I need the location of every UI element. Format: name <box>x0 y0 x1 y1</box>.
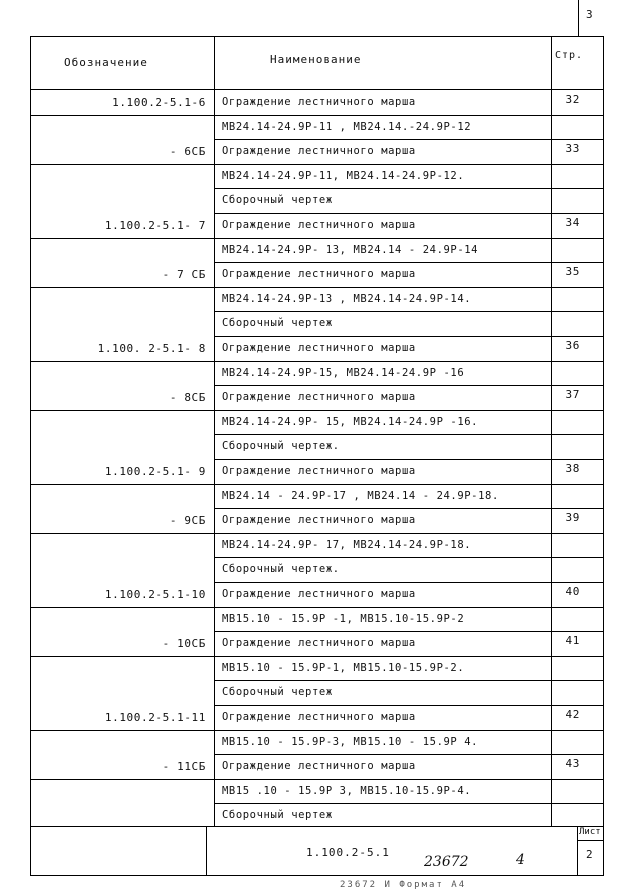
row-name: Ограждение лестничного марша <box>222 391 416 404</box>
row-name: Сборочный чертеж. <box>222 440 340 453</box>
row-name: Ограждение лестничного марша <box>222 342 416 354</box>
row-divider <box>214 582 604 583</box>
row-designation: - 11СБ <box>162 760 206 774</box>
title-block-sheet-line <box>577 840 604 841</box>
row-divider <box>214 188 604 189</box>
row-designation: 1.100.2-5.1-10 <box>104 588 206 601</box>
column-divider-code <box>214 36 215 826</box>
row-divider <box>30 410 604 411</box>
row-designation: 1.100.2-5.1-11 <box>104 711 206 724</box>
bottom-scan-text: 23672 И Формат А4 <box>340 880 467 890</box>
row-divider <box>214 336 604 337</box>
row-page: 43 <box>565 757 580 771</box>
row-page: 32 <box>565 93 580 106</box>
title-block-top-line <box>30 826 604 827</box>
row-name: Ограждение лестничного марша <box>222 711 416 723</box>
row-name: МВ24.14-24.9Р- 15, МВ24.14-24.9Р -16. <box>222 415 479 428</box>
handwritten-suffix: 4 <box>516 852 525 868</box>
row-divider <box>30 164 604 165</box>
side-stamp <box>0 600 12 870</box>
row-name: Ограждение лестничного марша <box>222 145 416 158</box>
row-name: Сборочный чертеж <box>222 194 333 207</box>
header-name: Наименование <box>270 53 362 66</box>
row-name: Ограждение лестничного марша <box>222 514 416 527</box>
sheet-corner-number: 3 <box>586 8 593 21</box>
row-divider <box>214 262 604 263</box>
row-name: Ограждение лестничного марша <box>222 268 416 281</box>
row-page: 42 <box>565 708 580 721</box>
row-divider <box>214 508 604 509</box>
row-name: МВ15.10 - 15.9Р-3, МВ15.10 - 15.9Р 4. <box>222 735 479 748</box>
row-name: Ограждение лестничного марша <box>222 465 416 477</box>
row-designation: 1.100.2-5.1- 7 <box>104 219 206 232</box>
row-designation: 1.100.2-5.1-6 <box>112 96 206 109</box>
row-page: 39 <box>565 511 580 525</box>
row-name: МВ15 .10 - 15.9Р 3, МВ15.10-15.9Р-4. <box>222 784 472 797</box>
row-divider <box>214 459 604 460</box>
row-name: Ограждение лестничного марша <box>222 760 416 773</box>
row-page: 41 <box>565 634 580 648</box>
row-divider <box>30 287 604 288</box>
row-divider <box>30 730 604 731</box>
row-page: 35 <box>565 265 580 279</box>
row-designation: - 6СБ <box>169 145 206 159</box>
row-name: МВ24.14-24.9Р- 17, МВ24.14-24.9Р-18. <box>222 538 472 551</box>
row-divider <box>214 213 604 214</box>
row-name: МВ15.10 - 15.9Р -1, МВ15.10-15.9Р-2 <box>222 612 465 625</box>
row-divider <box>214 631 604 632</box>
row-name: Сборочный чертеж. <box>222 563 340 576</box>
row-designation: - 7 СБ <box>162 268 206 282</box>
row-name: МВ24.14-24.9Р-13 , МВ24.14-24.9Р-14. <box>222 292 472 305</box>
row-name: Сборочный чертеж <box>222 317 333 330</box>
row-name: Ограждение лестничного марша <box>222 96 416 108</box>
row-divider <box>30 238 604 239</box>
row-divider <box>30 115 604 116</box>
row-page: 34 <box>565 216 580 229</box>
row-divider <box>214 803 604 804</box>
row-page: 36 <box>565 339 580 352</box>
row-name: Ограждение лестничного марша <box>222 219 416 231</box>
row-name: МВ24.14-24.9Р-11 , МВ24.14.-24.9Р-12 <box>222 120 472 133</box>
row-name: МВ24.14-24.9Р-15, МВ24.14-24.9Р -16 <box>222 366 465 379</box>
row-divider <box>214 557 604 558</box>
row-designation: - 8СБ <box>169 391 206 405</box>
row-name: Ограждение лестничного марша <box>222 637 416 650</box>
row-divider <box>214 705 604 706</box>
row-divider <box>30 533 604 534</box>
document-code: 1.100.2-5.1 <box>306 846 390 859</box>
row-divider <box>214 754 604 755</box>
title-block-sheet-divider <box>577 826 578 876</box>
row-name: Сборочный чертеж <box>222 809 333 822</box>
row-name: Сборочный чертеж <box>222 686 333 699</box>
row-page: 38 <box>565 462 580 475</box>
row-divider <box>30 607 604 608</box>
row-designation: - 10СБ <box>162 637 206 651</box>
row-divider <box>30 361 604 362</box>
row-designation: 1.100. 2-5.1- 8 <box>97 342 206 355</box>
row-page: 33 <box>565 142 580 156</box>
row-designation: - 9СБ <box>169 514 206 528</box>
row-name: МВ24.14-24.9Р-11, МВ24.14-24.9Р-12. <box>222 169 465 182</box>
row-name: МВ24.14 - 24.9Р-17 , МВ24.14 - 24.9Р-18. <box>222 489 499 502</box>
row-divider <box>214 385 604 386</box>
header-designation: Обозначение <box>64 56 148 69</box>
page-frame <box>30 36 604 876</box>
row-designation: 1.100.2-5.1- 9 <box>104 465 206 478</box>
handwritten-number: 23672 <box>424 854 469 870</box>
title-block-left-divider <box>206 826 207 876</box>
row-name: Ограждение лестничного марша <box>222 588 416 600</box>
header-bottom-line <box>30 89 604 90</box>
sheet-number: 2 <box>586 848 593 861</box>
header-page: Стр. <box>555 50 584 61</box>
row-name: МВ24.14-24.9Р- 13, МВ24.14 - 24.9Р-14 <box>222 243 479 256</box>
sheet-label: Лист <box>579 827 601 837</box>
row-divider <box>30 484 604 485</box>
row-page: 37 <box>565 388 580 402</box>
row-divider <box>30 656 604 657</box>
row-divider <box>214 311 604 312</box>
row-divider <box>30 779 604 780</box>
row-page: 40 <box>565 585 580 598</box>
row-divider <box>214 434 604 435</box>
row-divider <box>214 680 604 681</box>
row-name: МВ15.10 - 15.9Р-1, МВ15.10-15.9Р-2. <box>222 661 465 674</box>
row-divider <box>214 139 604 140</box>
